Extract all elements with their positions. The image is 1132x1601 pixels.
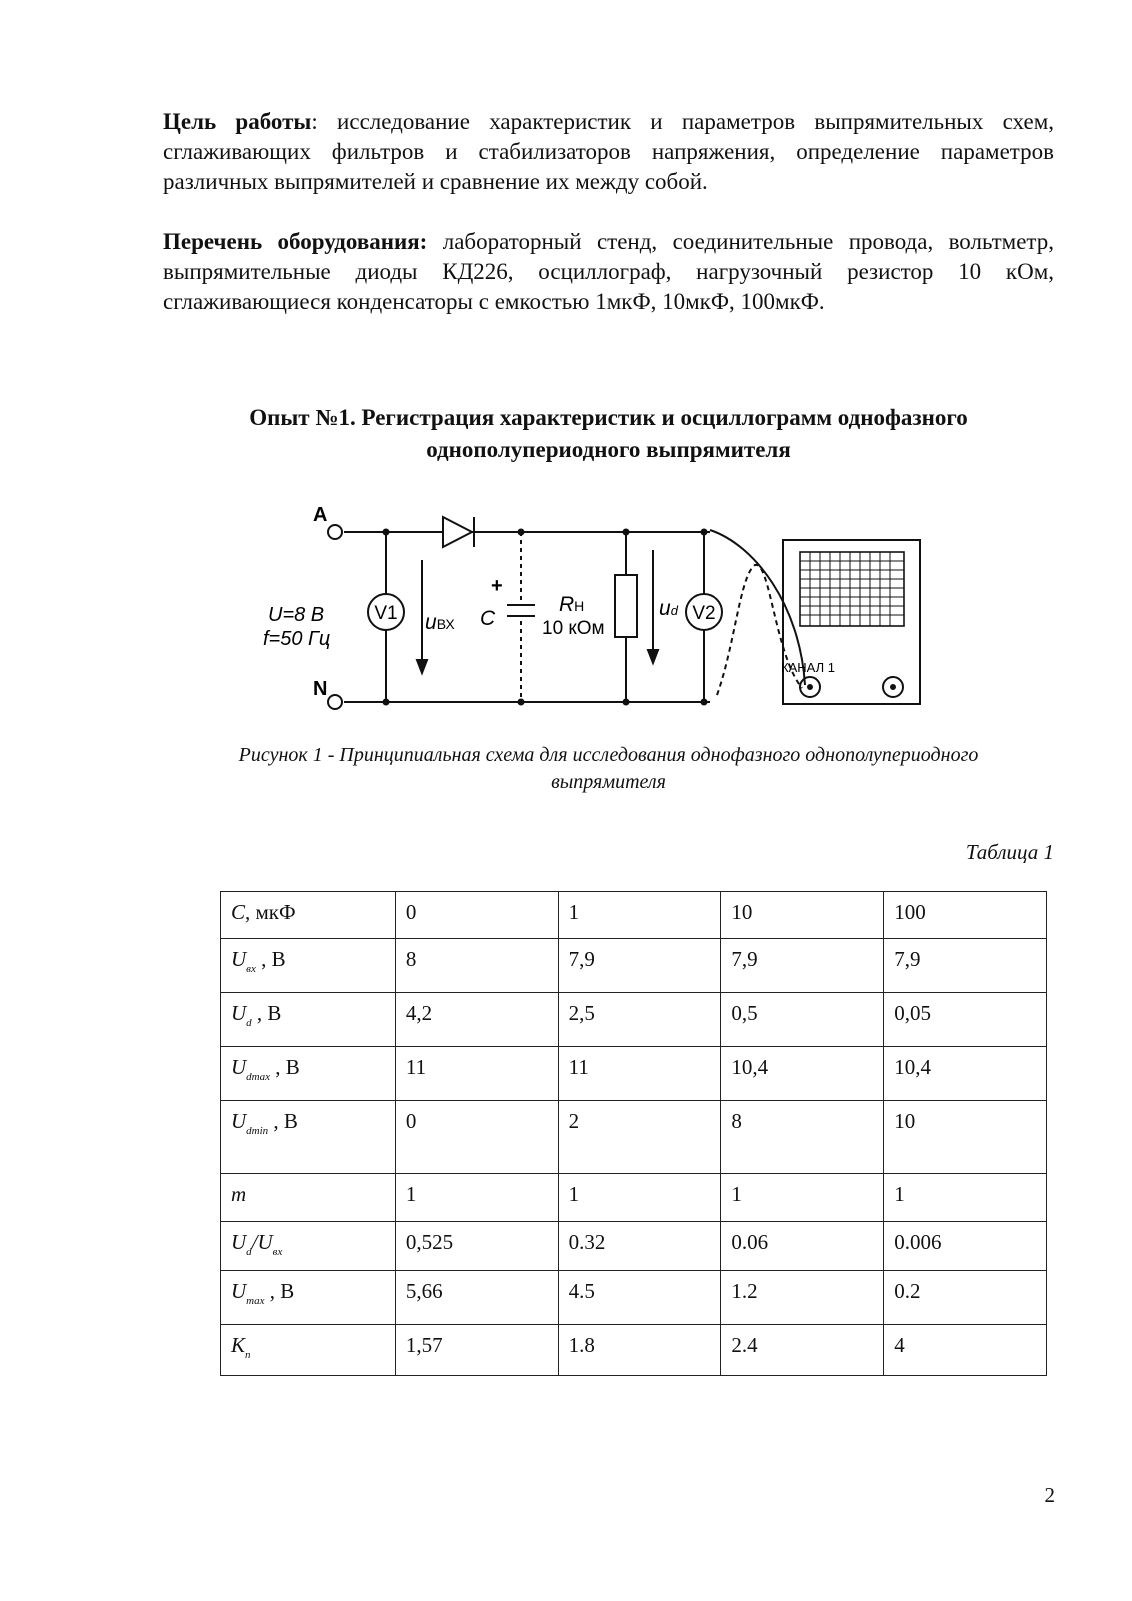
row-symbol: U [231,1109,247,1133]
terminal-n-icon [328,695,342,709]
page-number: 2 [1044,1483,1055,1507]
table-body [221,892,1047,1376]
table-cell: 1 [558,892,721,939]
table-cell: 11 [558,1047,721,1101]
row-unit: , В [268,1109,298,1133]
row-unit: , В [264,1279,295,1303]
table-cell: 10,4 [721,1047,884,1101]
table-cell: 7,9 [721,939,884,993]
row-symbol: U [231,1055,247,1079]
capacitor-label: C [480,607,496,630]
resistor-label: RН [559,593,585,616]
table-cell: 10 [721,892,884,939]
table-row [221,993,1047,1047]
row-subscript: d [246,1246,252,1259]
equipment-text: лабораторный стенд, соединительные провода, вольтметр, выпрямительные диоды КД226, осциллограф, нагрузочный резистор 10 кОм, сглаживающиеся конденсаторы с емкостью 1мкФ, 10мкФ, 100мкФ. [163,229,1054,314]
voltmeter2-label: V2 [692,603,716,624]
table-cell: 7,9 [558,939,721,993]
channel-label: КАНАЛ 1 [781,660,835,675]
row-symbol: m [231,1182,247,1206]
goal-label: Цель работы [163,109,312,134]
table-cell: 1,57 [395,1325,558,1376]
row-symbol: U [231,1279,247,1303]
table-cell: 1.8 [558,1325,721,1376]
table-label: Таблица 1 [965,840,1054,864]
u-d-label: ud [659,597,678,620]
experiment-title-line2: однополупериодного выпрямителя [426,437,791,462]
row-unit: , В [270,1055,300,1079]
row-symbol: U [231,1001,247,1025]
table-row [221,1271,1047,1325]
resistor-icon [615,575,637,637]
table-cell: 0.2 [884,1271,1047,1325]
table-cell: 0,525 [395,1222,558,1271]
u-in-label: uВХ [425,611,455,634]
table-cell: 1.2 [721,1271,884,1325]
table-cell: 2 [558,1101,721,1174]
table-cell: 5,66 [395,1271,558,1325]
experiment-title-line1: Опыт №1. Регистрация характеристик и осциллограмм однофазного [249,405,968,430]
voltmeter1-label: V1 [374,603,398,624]
equipment-paragraph [163,227,1054,317]
table-cell: 0 [395,892,558,939]
table-cell: 1 [721,1174,884,1222]
table-cell: 0,05 [884,993,1047,1047]
probe-lead-ground [717,565,802,695]
table-cell: 1 [558,1174,721,1222]
row-symbol: K [231,1333,246,1357]
row-unit: , В [251,1001,282,1025]
row-header [221,1325,396,1376]
row-subscript-2: вх [272,1246,283,1259]
equipment-label: Перечень оборудования: [163,229,428,254]
capacitor-plus: + [491,575,503,597]
table-cell: 2.4 [721,1325,884,1376]
resistor-value-label: 10 кОм [542,618,605,639]
table-cell: 1 [884,1174,1047,1222]
row-header [221,1271,396,1325]
row-subscript: max [246,1295,265,1308]
row-symbol: C [231,900,246,924]
node-a-label: A [313,505,328,526]
goal-text: : исследование характеристик и параметров выпрямительных схем, сглаживающих фильтров и стабилизаторов напряжения, определение параметров различных выпрямителей и сравнение их между собой. [163,109,1054,194]
row-subscript: вх [246,963,256,976]
row-symbol: U [231,947,247,971]
row-symbol: U [231,1230,247,1254]
measurements-table [220,891,1047,1376]
row-header [221,1047,396,1101]
table-cell: 7,9 [884,939,1047,993]
table-cell: 8 [721,1101,884,1174]
source-freq-label: f=50 Гц [263,628,331,650]
table-cell: 4,2 [395,993,558,1047]
table-cell: 4.5 [558,1271,721,1325]
figure-caption-line2: выпрямителя [551,771,666,793]
figure-caption-line1: Рисунок 1 - Принципиальная схема для исследования однофазного однополупериодного [238,744,979,766]
table-row [221,1222,1047,1271]
row-unit: , В [255,947,286,971]
figure-caption [163,742,1054,796]
table-cell: 1 [395,1174,558,1222]
goal-paragraph [163,107,1054,197]
experiment-title [163,402,1054,466]
row-symbol-2: /U [251,1230,273,1254]
terminal-a-icon [328,525,342,539]
table-cell: 2,5 [558,993,721,1047]
row-subscript: dmax [246,1071,270,1084]
table-cell: 8 [395,939,558,993]
row-header [221,939,396,993]
row-header [221,1101,396,1174]
row-unit: , мкФ [245,900,296,924]
table-cell: 0 [395,1101,558,1174]
table-row [221,1101,1047,1174]
source-voltage-label: U=8 В [268,604,325,626]
row-header [221,892,396,939]
row-header [221,993,396,1047]
table-cell: 0.32 [558,1222,721,1271]
table-row [221,939,1047,993]
table-cell: 10,4 [884,1047,1047,1101]
row-header [221,1222,396,1271]
row-subscript: d [246,1017,252,1030]
table-row [221,1047,1047,1101]
table-cell: 0.006 [884,1222,1047,1271]
node-n-label: N [313,678,328,700]
diode-icon [443,517,472,547]
table-row [221,892,1047,939]
table-cell: 10 [884,1101,1047,1174]
table-cell: 11 [395,1047,558,1101]
table-cell: 0,5 [721,993,884,1047]
table-row [221,1174,1047,1222]
circuit-diagram [255,505,945,725]
table-cell: 4 [884,1325,1047,1376]
table-cell: 100 [884,892,1047,939]
row-subscript: dmin [246,1125,269,1138]
table-cell: 0.06 [721,1222,884,1271]
table-row [221,1325,1047,1376]
row-subscript: n [245,1349,251,1362]
row-header [221,1174,396,1222]
